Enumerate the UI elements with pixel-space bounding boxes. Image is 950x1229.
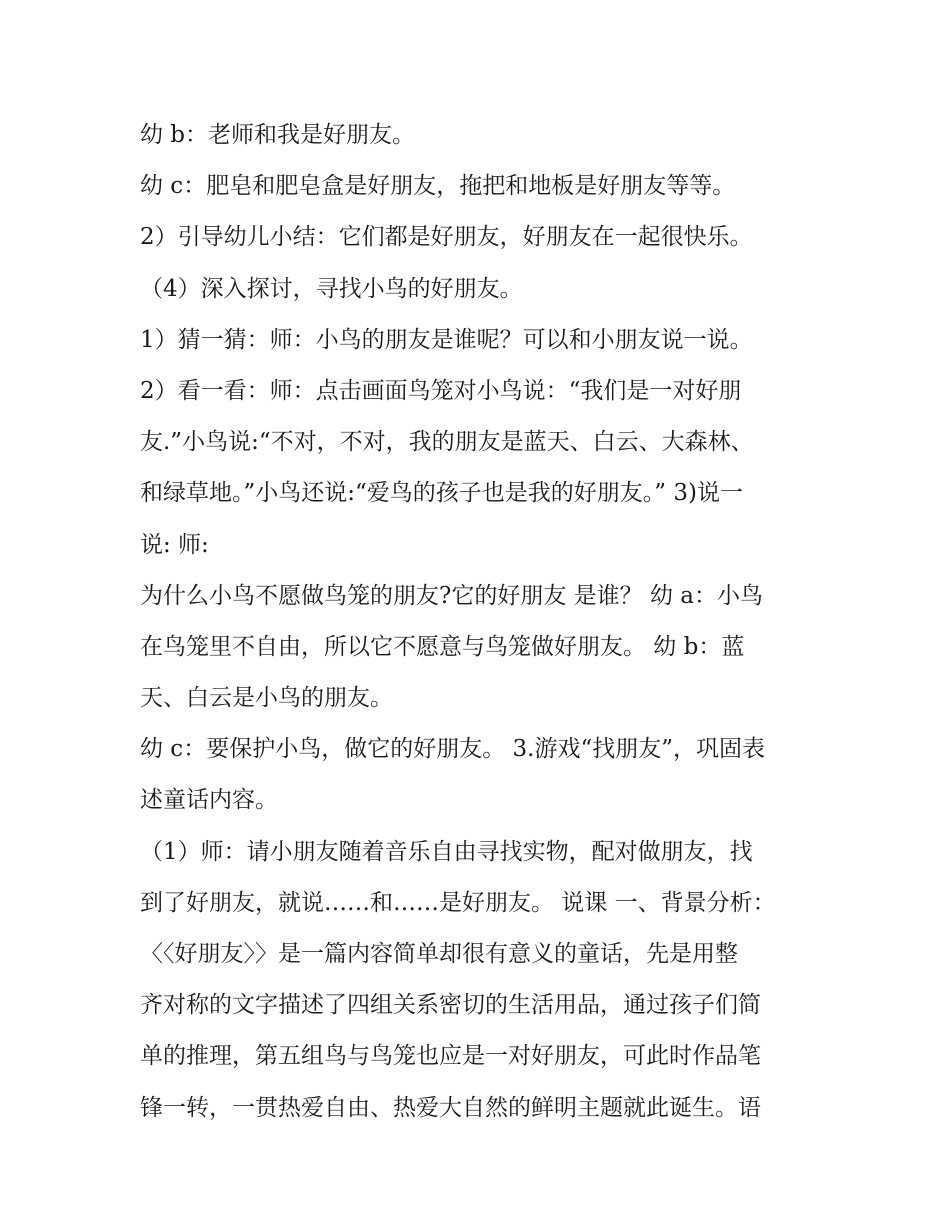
text-line: 幼 b：老师和我是好朋友。 [140,122,416,148]
text-line: 述童话内容。 [140,787,278,814]
text-line: 说: 师: [140,531,209,558]
text-line: 在鸟笼里不自由，所以它不愿意与鸟笼做好朋友。 幼 b：蓝 [140,633,745,660]
text-line: 锋一转，一贯热爱自由、热爱大自然的鲜明主题就此诞生。语 [140,1094,761,1121]
text-line: 幼 c：肥皂和肥皂盒是好朋友，拖把和地板是好朋友等等。 [140,173,736,200]
text-line: 齐对称的文字描述了四组关系密切的生活用品，通过孩子们简 [140,992,761,1019]
text-line: （1）师：请小朋友随着音乐自由寻找实物，配对做朋友，找 [140,838,753,865]
text-line: 天、白云是小鸟的朋友。 [140,685,393,712]
text-line: 2）引导幼儿小结：它们都是好朋友，好朋友在一起很快乐。 [140,224,753,251]
text-line: （4）深入探讨，寻找小鸟的好朋友。 [140,275,523,302]
text-line: 1）猜一猜：师：小鸟的朋友是谁呢？可以和小朋友说一说。 [140,326,753,353]
text-line: 为什么小鸟不愿做鸟笼的朋友?它的好朋友 是谁？ 幼 a：小鸟 [140,582,763,609]
text-line: 友.”小鸟说:“不对，不对，我的朋友是蓝天、白云、大森林、 [140,429,754,456]
text-line: 〈〈好朋友〉〉是一篇内容简单却很有意义的童话，先是用整 [140,941,738,967]
text-line: 幼 c：要保护小鸟，做它的好朋友。 3.游戏“找朋友”，巩固表 [140,736,765,763]
text-line: 到了好朋友，就说……和……是好朋友。 说课 一、背景分析： [140,889,776,916]
text-line: 和绿草地。”小鸟还说:“爱鸟的孩子也是我的好朋友。” 3)说一 [140,480,743,507]
text-line: 2）看一看：师：点击画面鸟笼对小鸟说：“我们是一对好朋 [140,377,742,404]
text-line: 单的推理，第五组鸟与鸟笼也应是一对好朋友，可此时作品笔 [140,1043,761,1070]
document-body [140,110,820,1134]
